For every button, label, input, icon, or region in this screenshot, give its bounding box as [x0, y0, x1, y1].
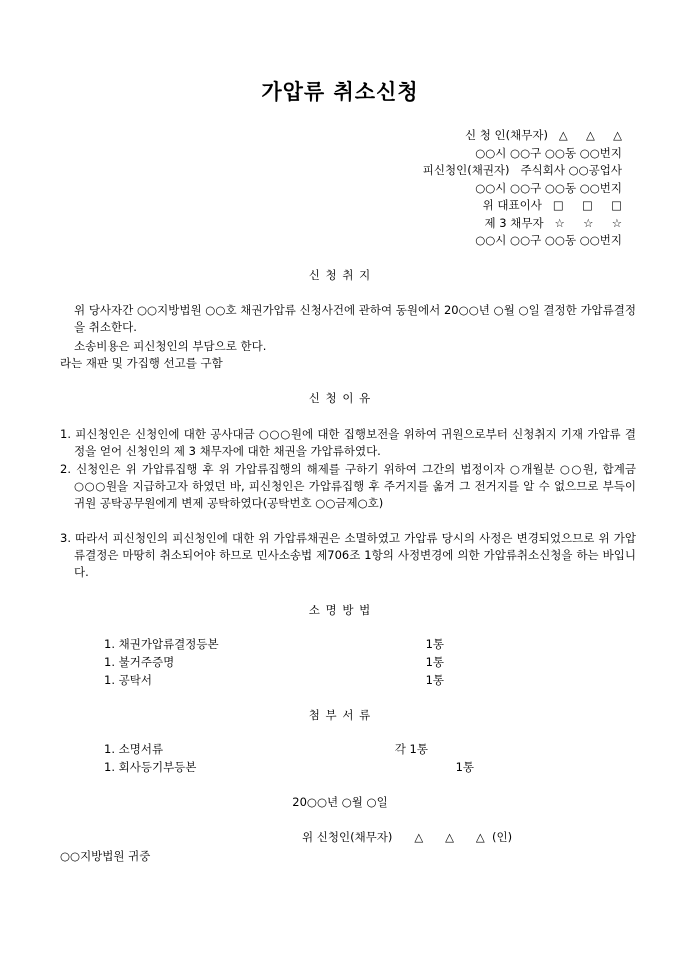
attachment-item — [104, 741, 428, 757]
evidence-item — [104, 636, 444, 652]
purpose-costs: 소송비용은 피신청인의 부담으로 한다. — [74, 339, 267, 353]
reason-item-1: 1. 피신청인은 신청인에 대한 공사대금 ○○○원에 대한 집행보전을 위하여 귀원으로부터 신청취지 기재 가압류 결정을 얻어 신청인의 제 3 채무자에 대한 채권을 가압류하였다. — [60, 427, 636, 458]
evidence-item-count: 1통 — [425, 655, 444, 669]
applicant-address: ○○시 ○○구 ○○동 ○○번지 — [475, 146, 622, 160]
evidence-item-count: 1통 — [425, 673, 444, 687]
evidence-item-count: 1통 — [425, 637, 444, 651]
third-debtor-line: 제 3 채무자 ☆ ☆ ☆ — [484, 216, 622, 230]
document-title: 가압류 취소신청 — [261, 79, 419, 104]
attachment-item — [104, 759, 474, 775]
attachment-item-count: 각 1통 — [394, 742, 428, 756]
attachment-item-name: 1. 회사등기부등본 — [104, 760, 197, 774]
attachment-item-count: 1통 — [455, 760, 474, 774]
court-addressee: ○○지방법원 귀중 — [60, 849, 151, 863]
attachments-heading: 첨 부 서 류 — [308, 708, 372, 722]
purpose-paragraph: 위 당사자간 ○○지방법원 ○○호 채권가압류 신청사건에 관하여 동원에서 20○○년 ○월 ○일 결정한 가압류결정을 취소한다. — [74, 303, 636, 334]
reason-item-2: 2. 신청인은 위 가압류집행 후 위 가압류집행의 해제를 구하기 위하여 그간의 법정이자 ○개월분 ○○원, 합계금 ○○○원을 지급하고자 하였던 바, 피신청인은 가압류집행 후 주거지를 옮겨 그 전거지를 알 수 없으므로 부득이 귀원 공탁공무원에게 변제 공탁하였다(공탁번호 ○○금제○호) — [60, 462, 636, 510]
purpose-heading: 신 청 취 지 — [308, 268, 372, 282]
applicant-signature: 위 신청인(채무자) △ △ △ (인) — [302, 830, 513, 844]
evidence-item-name: 1. 불거주증명 — [104, 655, 175, 669]
document-date: 20○○년 ○월 ○일 — [292, 795, 388, 809]
representative-line: 위 대표이사 □ □ □ — [482, 198, 622, 212]
respondent-line: 피신청인(채권자) 주식회사 ○○공업사 — [422, 163, 622, 177]
evidence-item — [104, 654, 444, 670]
evidence-heading: 소 명 방 법 — [308, 603, 372, 617]
applicant-line: 신 청 인(채무자) △ △ △ — [465, 128, 622, 142]
evidence-item-name: 1. 채권가압류결정등본 — [104, 637, 219, 651]
attachment-item-name: 1. 소명서류 — [104, 742, 164, 756]
evidence-item-name: 1. 공탁서 — [104, 673, 152, 687]
reason-heading: 신 청 이 유 — [308, 391, 372, 405]
respondent-address: ○○시 ○○구 ○○동 ○○번지 — [475, 181, 622, 195]
purpose-closing: 라는 재판 및 가집행 선고를 구함 — [60, 356, 223, 370]
third-debtor-address: ○○시 ○○구 ○○동 ○○번지 — [475, 233, 622, 247]
reason-item-3: 3. 따라서 피신청인의 피신청인에 대한 위 가압류채권은 소멸하였고 가압류 당시의 사정은 변경되었으므로 위 가압류결정은 마땅히 취소되어야 하므로 민사소송법 제706조 1항의 사정변경에 의한 가압류취소신청을 하는 바입니다. — [60, 531, 636, 579]
evidence-item — [104, 672, 444, 688]
